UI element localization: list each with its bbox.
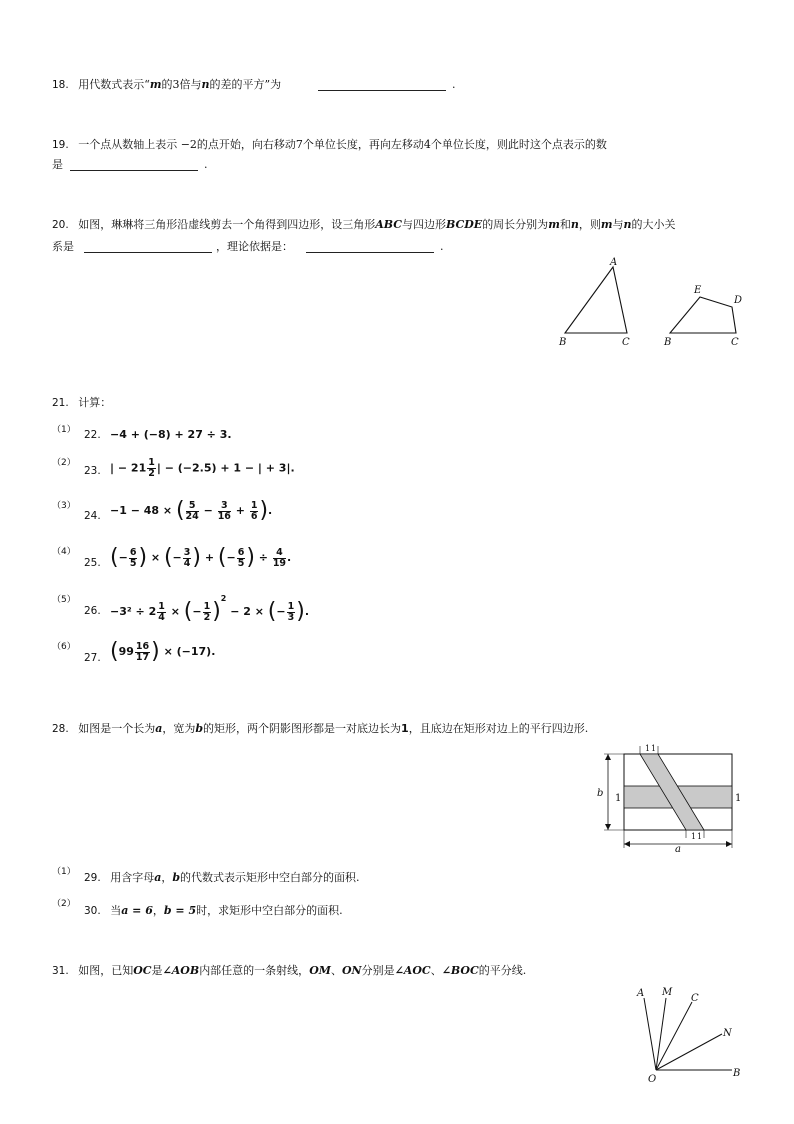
q28-text-b: ，宽为 [162, 722, 196, 735]
q18-answer-blank[interactable] [318, 80, 446, 91]
label-o: O [648, 1074, 657, 1085]
q20-and: 和 [559, 218, 571, 231]
ray-oa [644, 998, 656, 1070]
label-a: a [675, 844, 681, 855]
item-number: 23. [84, 465, 101, 477]
op: × [170, 605, 180, 618]
expr-2-b: | − (−2.5) + 1 − | + 3|. [156, 461, 295, 475]
q29-rest: 的代数式表示矩形中空白部分的面积. [180, 871, 360, 884]
frac-num: 1 [158, 600, 165, 612]
aoc-label: ∠AOC [394, 964, 431, 977]
q19-tail: . [204, 158, 208, 171]
q29-line [84, 871, 360, 885]
frac-den: 16 [217, 510, 231, 522]
label-c: C [691, 993, 699, 1004]
q20-answer-blank-1[interactable] [84, 242, 212, 253]
comma: ， [161, 871, 173, 884]
var-m: m [600, 218, 613, 231]
label-c2: C [731, 337, 739, 348]
var-m: m [149, 78, 162, 91]
var-b: b [172, 871, 181, 884]
label-d: D [734, 295, 743, 306]
item-number: 26. [84, 605, 101, 617]
q20-answer-blank-2[interactable] [306, 242, 434, 253]
expr-6: (99 $\frac{16}{17}$ ) × (−17). [110, 639, 216, 664]
frac-den: 2 [203, 611, 211, 623]
expr-4: (− $\frac{6}{5}$ ) × (− $\frac{3}{4}$ ) + (− $\frac{6}{5}$ ) ÷ $\frac{4}{19}$ . [110, 545, 292, 570]
q30-text: 当 [110, 904, 122, 917]
q28-text-c: 的矩形，两个阴影图形都是一对底边长为 [203, 722, 402, 735]
frac-den: 6 [250, 510, 258, 522]
question-number: 28. [52, 723, 69, 735]
eq-b: b = 5 [163, 904, 197, 917]
item-number: 27. [84, 652, 101, 664]
q20-text-c: 的周长分别为 [482, 218, 549, 231]
label-b: B [733, 1068, 741, 1079]
label-m: M [662, 987, 673, 998]
item-number: 24. [84, 510, 101, 522]
q29-text: 用含字母 [110, 871, 155, 884]
expr-2 [110, 458, 295, 479]
sub-label: （1） [52, 867, 76, 877]
frac-num: 1 [148, 457, 155, 468]
q20-with: 与 [612, 218, 624, 231]
q31-text-e: 的平分线. [478, 964, 527, 977]
expr-3: −1 − 48 × ( $\frac{5}{24}$ − $\frac{3}{16}$ + $\frac{1}{6}$ ). [110, 498, 273, 523]
q20-tail: . [440, 240, 444, 253]
op: − [276, 605, 286, 618]
eq-a: a = 6 [121, 904, 153, 917]
frac-den: 5 [129, 557, 137, 569]
q31-text-a: 如图，已知 [78, 964, 134, 977]
sep: 、 [430, 964, 442, 977]
frac-num: 3 [218, 501, 231, 512]
frac-num: 6 [129, 546, 137, 558]
q18-line [52, 78, 281, 92]
op: − [172, 551, 182, 564]
label-1-left: 1 [615, 793, 622, 804]
q21-title: 计算： [78, 396, 112, 409]
op: − [192, 605, 202, 618]
label-1-top2: 1 [651, 744, 657, 753]
q19-answer-blank[interactable] [70, 160, 198, 171]
quadrilateral-bcde [670, 297, 736, 333]
q18-text-c: 的差的平方”为 [209, 78, 282, 91]
ray-om [656, 998, 666, 1070]
sub-label: （1） [52, 425, 76, 435]
q30-rest: 时，求矩形中空白部分的面积. [196, 904, 343, 917]
var-n: n [570, 218, 579, 231]
arrow-right [726, 841, 732, 847]
q18-text-b: 的3倍与 [161, 78, 202, 91]
exponent: 2 [220, 594, 227, 603]
period: . [304, 605, 310, 618]
frac-den: 2 [148, 468, 155, 479]
label-b: b [597, 788, 604, 799]
om-label: OM [309, 964, 331, 977]
frac-den: 3 [287, 611, 295, 623]
frac-num: 1 [250, 499, 258, 511]
op: − [118, 551, 128, 564]
q20-text-a: 如图，琳琳将三角形沿虚线剪去一个角得到四边形，设三角形 [78, 218, 376, 231]
frac-num: 4 [273, 548, 286, 559]
q31-figure [632, 984, 747, 1086]
frac-num: 1 [287, 600, 295, 612]
var-a: a [154, 871, 162, 884]
oc-label: OC [133, 964, 152, 977]
boc-label: ∠BOC [441, 964, 479, 977]
var-m: m [548, 218, 560, 231]
sub-label: （2） [52, 458, 76, 468]
frac-den: 17 [135, 651, 150, 663]
frac-den: 24 [185, 510, 199, 522]
q19-text: 一个点从数轴上表示 −2的点开始，向右移动7个单位长度，再向左移动4个单位长度，则此时这个点表示的数 [78, 138, 607, 151]
bcde-label: BCDE [446, 218, 483, 231]
arrow-up [605, 754, 611, 760]
label-a: A [637, 988, 645, 999]
op: − [203, 504, 213, 517]
op: + [204, 551, 215, 564]
sub-label: （5） [52, 595, 76, 605]
label-1-right: 1 [735, 793, 742, 804]
arrow-left [624, 841, 630, 847]
question-number: 21. [52, 397, 69, 409]
expr-2-a: | − 2 [110, 461, 139, 475]
q20-figure [550, 255, 750, 350]
op: × [150, 551, 161, 564]
expr-1: −4 + (−8) + 27 ÷ 3. [110, 428, 232, 441]
q20-line2-a: 系是 [52, 240, 74, 253]
q21-title-line [52, 396, 111, 410]
question-number: 31. [52, 965, 69, 977]
sub-label: （3） [52, 501, 76, 511]
var-n: n [201, 78, 210, 91]
sep: 、 [330, 964, 342, 977]
label-1-top: 1 [645, 744, 651, 753]
frac-den: 4 [158, 611, 165, 623]
q18-text-a: 用代数式表示“ [78, 78, 150, 91]
label-1-bottom2: 1 [697, 832, 703, 841]
q28-line [52, 722, 588, 736]
q31-text-c: 内部任意的一条射线， [199, 964, 310, 977]
question-number: 19. [52, 139, 69, 151]
q31-text-b: 是 [151, 964, 163, 977]
q20-text-d: ，则 [578, 218, 601, 231]
label-e: E [694, 285, 702, 296]
frac-num: 5 [186, 501, 199, 512]
q20-text-e: 的大小关 [631, 218, 676, 231]
frac-num: 16 [135, 640, 150, 652]
label-a: A [610, 257, 618, 268]
label-n: N [723, 1028, 732, 1039]
question-number: 18. [52, 79, 69, 91]
frac-den: 5 [237, 557, 245, 569]
var-a: a [155, 722, 163, 735]
aob-label: ∠AOB [162, 964, 200, 977]
frac-num: 1 [203, 600, 211, 612]
item-number: 29. [84, 872, 101, 884]
q20-line1 [52, 218, 675, 232]
frac-den: 19 [272, 557, 287, 569]
q28-text-a: 如图是一个长为 [78, 722, 156, 735]
var-b: b [195, 722, 204, 735]
q18-tail: . [452, 78, 456, 91]
abc-label: ABC [375, 218, 402, 231]
label-b: B [559, 337, 567, 348]
q19-line2: 是 [52, 158, 63, 171]
expr-3-a: −1 − 48 × [110, 504, 173, 517]
var-n: n [623, 218, 632, 231]
sub-label: （6） [52, 642, 76, 652]
period: . [287, 551, 292, 564]
frac-num: 6 [237, 546, 245, 558]
arrow-down [605, 824, 611, 830]
q28-figure [596, 740, 746, 855]
q31-text-d: 分别是 [361, 964, 395, 977]
one: 1 [401, 722, 409, 735]
expr-6-a: 99 [118, 645, 134, 658]
sub-label: （4） [52, 547, 76, 557]
on-label: ON [341, 964, 362, 977]
frac-den: 4 [183, 557, 191, 569]
item-number: 22. [84, 429, 101, 441]
op: + [235, 504, 245, 517]
q20-line2-b: ，理论依据是： [216, 240, 293, 253]
item-number: 25. [84, 557, 101, 569]
op: ÷ [258, 551, 268, 564]
q20-text-b: 与四边形 [402, 218, 446, 231]
frac-num: 3 [183, 546, 191, 558]
expr-6-b: × (−17). [163, 645, 216, 658]
expr-5-a: −3² ÷ 2 [110, 605, 157, 618]
q28-text-d: ，且底边在矩形对边上的平行四边形. [408, 722, 589, 735]
item-number: 30. [84, 905, 101, 917]
label-b2: B [664, 337, 672, 348]
expr-5: −3² ÷ 2 $\frac{1}{4}$ × (− $\frac{1}{2}$ )$^2$ − 2 × (− $\frac{1}{3}$ ). [110, 594, 310, 624]
question-number: 20. [52, 219, 69, 231]
comma: ， [152, 904, 164, 917]
label-1-bottom: 1 [691, 832, 697, 841]
q31-line [52, 964, 526, 978]
op: − [226, 551, 236, 564]
sub-label: （2） [52, 899, 76, 909]
q30-line [84, 904, 343, 918]
label-c: C [622, 337, 630, 348]
op: − 2 × [230, 605, 264, 618]
triangle-abc [565, 267, 627, 333]
q19-line1 [52, 138, 607, 152]
period: . [268, 504, 273, 517]
expr-2-whole: 1 [138, 461, 147, 475]
